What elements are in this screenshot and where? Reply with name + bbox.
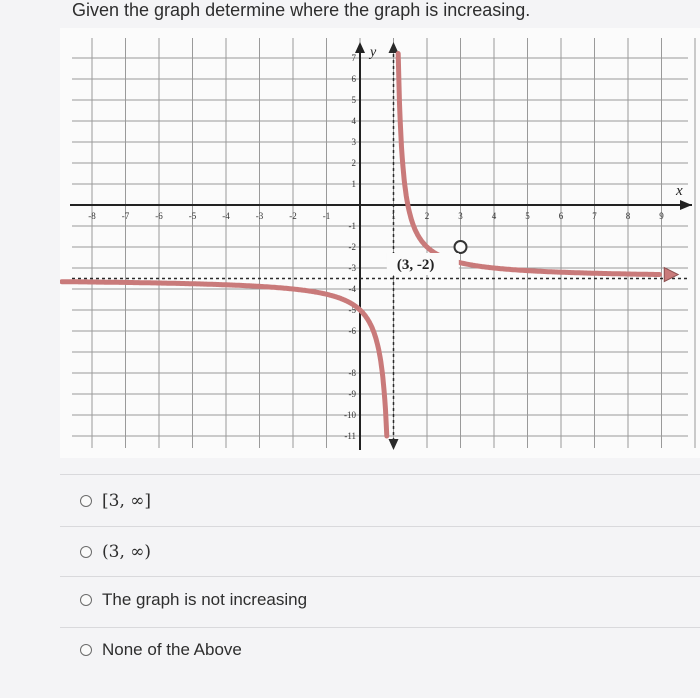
function-graph <box>60 28 700 458</box>
option-label: The graph is not increasing <box>102 590 308 609</box>
option-label: [3, ∞] <box>102 491 152 511</box>
y-tick-label: 7 <box>351 53 356 63</box>
divider <box>60 576 700 577</box>
x-tick-label: 5 <box>525 211 530 221</box>
y-tick-label: -4 <box>348 284 356 294</box>
x-tick-label: 4 <box>491 211 497 221</box>
y-axis-label: y <box>370 45 377 60</box>
x-tick-label: 6 <box>558 211 564 221</box>
x-tick-label: 3 <box>458 211 463 221</box>
y-tick-label: -9 <box>348 389 356 399</box>
x-tick-label: 7 <box>592 211 597 221</box>
radio-button[interactable] <box>80 594 92 606</box>
y-tick-label: -1 <box>348 221 356 231</box>
y-tick-label: -3 <box>348 263 356 273</box>
y-tick-label: 4 <box>351 116 356 126</box>
option-2[interactable] <box>80 542 151 562</box>
x-tick-label: 2 <box>424 211 430 221</box>
point-label: (3, -2) <box>396 257 435 273</box>
divider <box>60 627 700 628</box>
x-tick-label: -4 <box>222 211 230 221</box>
x-tick-label: -3 <box>255 211 264 221</box>
y-tick-label: 5 <box>351 95 356 105</box>
x-tick-label: 1 <box>391 211 396 221</box>
option-4[interactable] <box>80 640 242 660</box>
x-tick-label: -1 <box>322 211 331 221</box>
option-3[interactable] <box>80 590 307 610</box>
option-label: (3, ∞) <box>102 542 152 562</box>
option-label: None of the Above <box>102 640 242 659</box>
x-tick-label: 8 <box>625 211 631 221</box>
x-axis-label: x <box>676 183 683 199</box>
x-tick-label: -2 <box>289 211 297 221</box>
x-tick-label: -7 <box>121 211 130 221</box>
question-text: Given the graph determine where the graph is increasing. <box>72 0 531 20</box>
y-tick-label: -5 <box>348 305 356 315</box>
y-tick-label: -10 <box>344 410 356 420</box>
radio-button[interactable] <box>80 644 92 656</box>
y-tick-label: -2 <box>348 242 356 252</box>
y-tick-label: 1 <box>351 179 356 189</box>
x-tick-label: -8 <box>88 211 96 221</box>
radio-button[interactable] <box>80 546 92 558</box>
y-tick-label: 3 <box>351 137 356 147</box>
y-tick-label: 6 <box>351 74 356 84</box>
y-tick-label: -6 <box>348 326 356 336</box>
graph-svg <box>60 28 700 458</box>
y-tick-label: 2 <box>351 158 356 168</box>
open-circle-point <box>455 241 467 253</box>
x-tick-label: -5 <box>188 211 197 221</box>
x-tick-label: -6 <box>155 211 163 221</box>
radio-button[interactable] <box>80 495 92 507</box>
x-tick-label: 9 <box>659 211 664 221</box>
divider <box>60 526 700 527</box>
y-tick-label: -11 <box>344 431 356 441</box>
y-tick-label: -8 <box>348 368 356 378</box>
option-1[interactable] <box>80 491 151 511</box>
divider <box>60 474 700 475</box>
